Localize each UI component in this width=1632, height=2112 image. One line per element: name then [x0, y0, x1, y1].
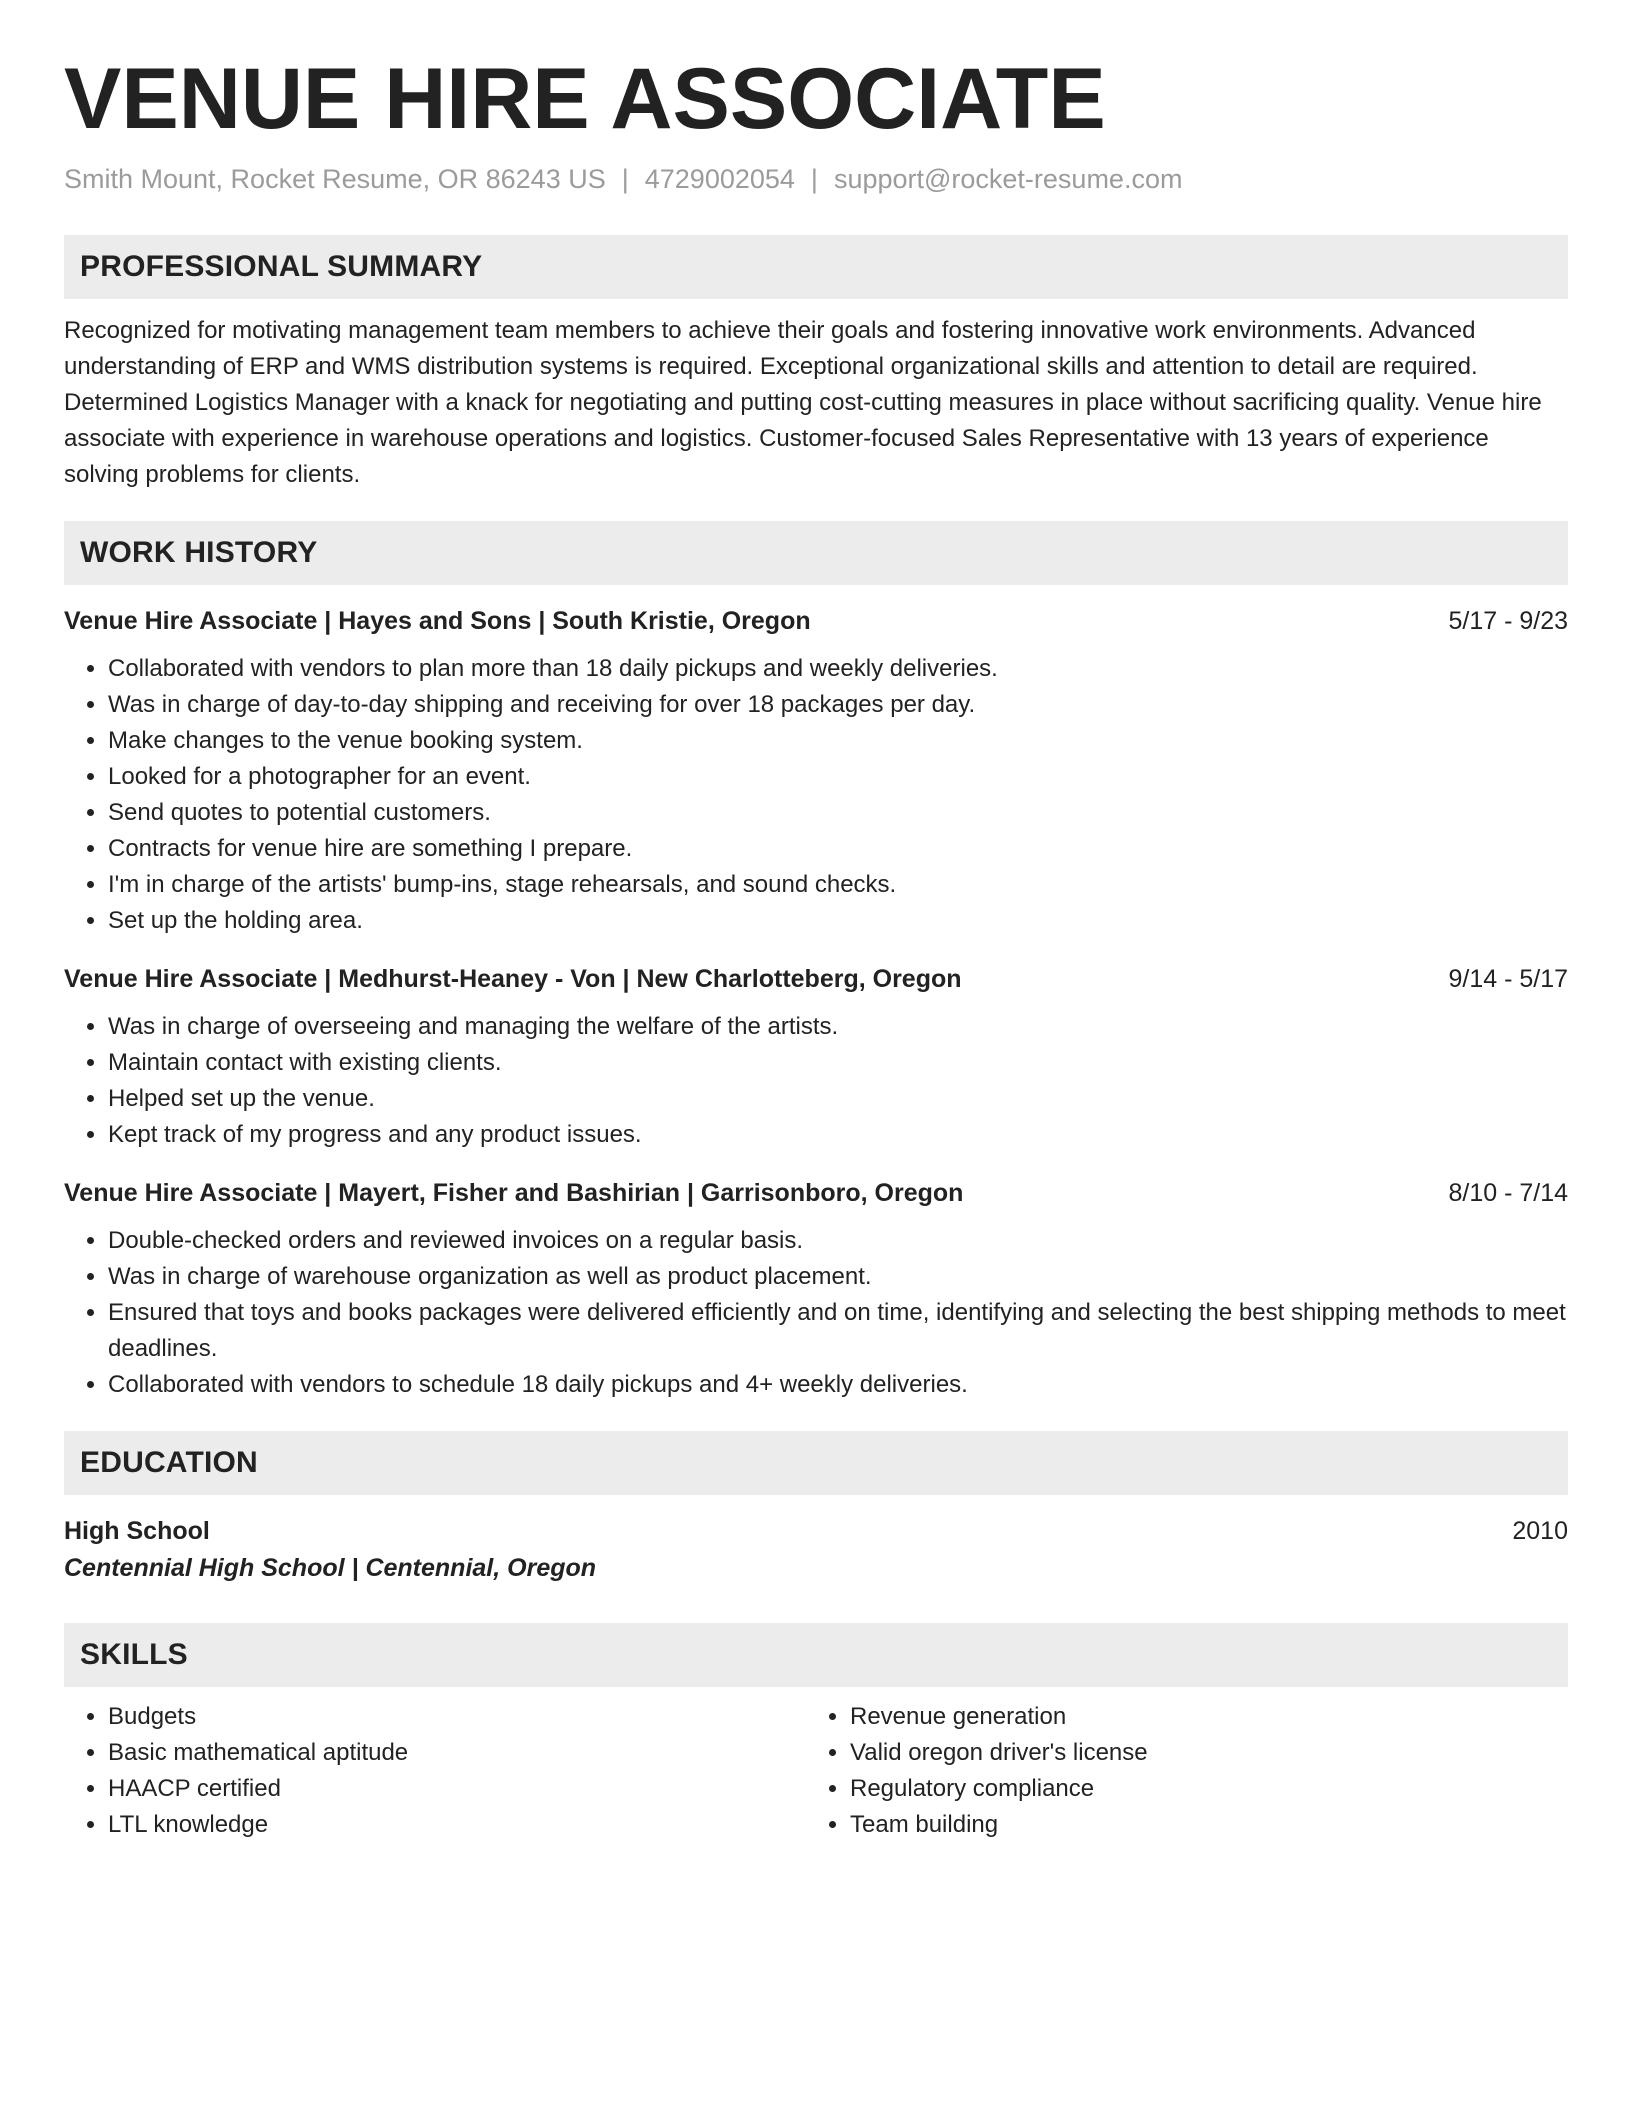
job-bullets [64, 651, 1568, 939]
job-bullet: • Contracts for venue hire are something I prepare. [108, 831, 1568, 867]
job-bullet: • Make changes to the venue booking system. [108, 723, 1568, 759]
skill-item: • LTL knowledge [108, 1807, 806, 1843]
contact-separator: | [621, 163, 629, 194]
education-year: 2010 [1512, 1516, 1568, 1545]
job-header [64, 1175, 1568, 1211]
job-title: Venue Hire Associate | Hayes and Sons | South Kristie, Oregon [64, 606, 811, 635]
contact-address: Smith Mount, Rocket Resume, OR 86243 US [64, 163, 606, 194]
skills-column-right [806, 1699, 1548, 1843]
job-title: Venue Hire Associate | Medhurst-Heaney - Von | New Charlotteberg, Oregon [64, 964, 962, 993]
skill-item: • Budgets [108, 1699, 806, 1735]
job-bullet: • Set up the holding area. [108, 903, 1568, 939]
job-bullet: • Helped set up the venue. [108, 1081, 1568, 1117]
candidate-name: VENUE HIRE ASSOCIATE [64, 51, 1106, 147]
job-bullets [64, 1223, 1568, 1403]
contact-separator: | [810, 163, 818, 194]
job-title: Venue Hire Associate | Mayert, Fisher and Bashirian | Garrisonboro, Oregon [64, 1178, 964, 1207]
job-dates: 8/10 - 7/14 [1448, 1178, 1568, 1207]
skill-item: • Revenue generation [850, 1699, 1548, 1735]
job-header [64, 961, 1568, 997]
summary-heading: PROFESSIONAL SUMMARY [64, 235, 1568, 299]
skills-column-left [64, 1699, 806, 1843]
job-bullet: • Looked for a photographer for an event. [108, 759, 1568, 795]
job-entry [64, 603, 1568, 939]
skill-item: • Valid oregon driver's license [850, 1735, 1548, 1771]
skills-list [64, 1699, 806, 1843]
job-bullet: • Was in charge of overseeing and managing the welfare of the artists. [108, 1009, 1568, 1045]
education-degree: High School [64, 1516, 210, 1545]
job-dates: 9/14 - 5/17 [1448, 964, 1568, 993]
skills-heading: SKILLS [64, 1623, 1568, 1687]
skill-item: • HAACP certified [108, 1771, 806, 1807]
job-bullet: • Kept track of my progress and any product issues. [108, 1117, 1568, 1153]
contact-email: support@rocket-resume.com [833, 163, 1183, 194]
skill-item: • Regulatory compliance [850, 1771, 1548, 1807]
resume-page [64, 52, 1568, 1843]
job-bullet: • Was in charge of day-to-day shipping and receiving for over 18 packages per day. [108, 687, 1568, 723]
job-bullet: • Send quotes to potential customers. [108, 795, 1568, 831]
job-dates: 5/17 - 9/23 [1448, 606, 1568, 635]
job-bullet: • Double-checked orders and reviewed invoices on a regular basis. [108, 1223, 1568, 1259]
summary-text: Recognized for motivating management team members to achieve their goals and fostering innovative work environments. Advanced understanding of ERP and WMS distribution systems is required. Exceptional organizational skills and attention to detail are required. Determined Logistics Manager with a knack for negotiating and putting cost-cutting measures in place without sacrificing quality. Venue hire associate with experience in warehouse operations and logistics. Customer-focused Sales Representative with 13 years of experience solving problems for clients. [64, 316, 1542, 488]
work-history-heading: WORK HISTORY [64, 521, 1568, 585]
education-heading: EDUCATION [64, 1431, 1568, 1495]
skill-item: • Basic mathematical aptitude [108, 1735, 806, 1771]
job-bullet: • Collaborated with vendors to plan more than 18 daily pickups and weekly deliveries. [108, 651, 1568, 687]
skills-grid [64, 1699, 1568, 1843]
contact-phone: 4729002054 [644, 163, 795, 194]
education-header [64, 1513, 1568, 1549]
education-school: Centennial High School | Centennial, Oregon [64, 1553, 597, 1582]
job-bullet: • Maintain contact with existing clients. [108, 1045, 1568, 1081]
contact-line [64, 161, 1568, 197]
skills-list [806, 1699, 1548, 1843]
job-entry [64, 1175, 1568, 1403]
job-entry [64, 961, 1568, 1153]
job-bullet: • Ensured that toys and books packages were delivered efficiently and on time, identifying and selecting the best shipping methods to meet deadlines. [108, 1295, 1568, 1367]
job-bullets [64, 1009, 1568, 1153]
job-bullet: • Collaborated with vendors to schedule 18 daily pickups and 4+ weekly deliveries. [108, 1367, 1568, 1403]
job-bullet: • Was in charge of warehouse organization as well as product placement. [108, 1259, 1568, 1295]
job-header [64, 603, 1568, 639]
skill-item: • Team building [850, 1807, 1548, 1843]
job-bullet: • I'm in charge of the artists' bump-ins, stage rehearsals, and sound checks. [108, 867, 1568, 903]
